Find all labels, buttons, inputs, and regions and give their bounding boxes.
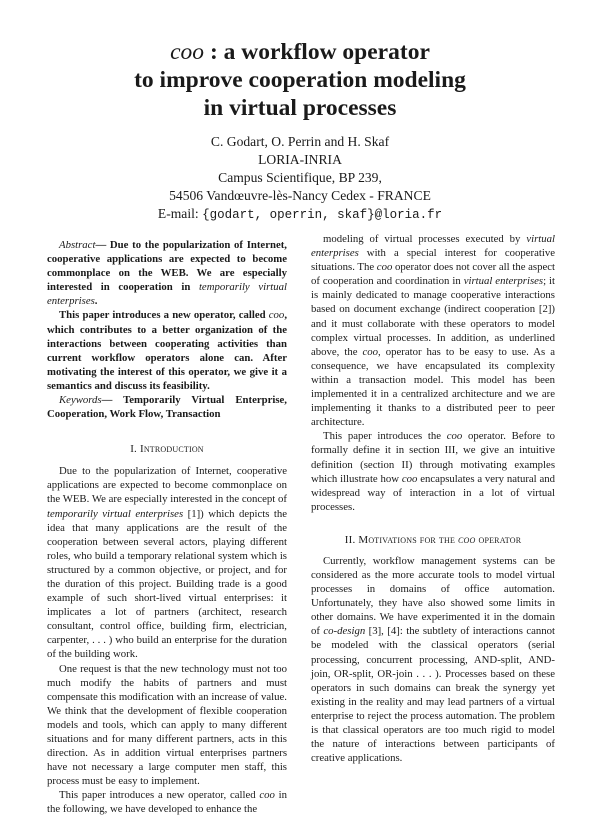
title-line-2: to improve cooperation modeling (134, 67, 466, 93)
emphasis-text: temporarily virtual enterprises (47, 507, 184, 520)
paragraph (47, 662, 287, 789)
emphasis-text: coo (362, 345, 379, 358)
text-run: — Due to the popularization of Internet, cooperative applications are expected to become commonplace on the WEB. We are especially interested in cooperation in (47, 239, 287, 294)
emphasis-text: coo (259, 789, 275, 802)
section-heading-motivations (311, 534, 555, 546)
text-run: in the following, we have developed to enhance the (47, 789, 287, 816)
text-run: Due to the popularization of Internet, cooperative applications are expected to become commonplace on the WEB. We are especially interested in the concept of (47, 465, 287, 506)
emphasis-text: coo (268, 309, 285, 322)
text-run: Currently, workflow management systems can be considered as the more accurate tools to model virtual processes in domains of office automation. Unfortunately, they have also showed some limits in other domains. We have experimented it in the domain of (311, 554, 555, 638)
paragraph (47, 308, 287, 393)
paragraph (311, 232, 555, 429)
paragraph (311, 429, 555, 514)
emphasis-text: coo (401, 472, 418, 485)
title-line-3: in virtual processes (203, 95, 397, 121)
paragraph (47, 393, 287, 421)
text-run: , which contributes to a better organization of the interactions between cooperating activities than current workflow operators alone can. After motivating the interest of this operator, we give it a semantics and discuss its feasibility. (47, 309, 287, 392)
paper-title (0, 38, 600, 122)
text-run: One request is that the new technology must not too much modify the habits of partners and must compensate this modification with an increase of value. We think that the development of flexible cooperation models and tools, which can apply to many different situations and for many different partners, acts in this direction. As in addition virtual enterprises partners have not necessary a large computer men staff, this process must be easy to implement. (47, 662, 287, 788)
author-block (0, 133, 600, 224)
section-heading-introduction: I. Introduction (130, 443, 204, 456)
email-address: {godart, operrin, skaf}@loria.fr (202, 208, 443, 222)
text-run: with a special interest for cooperative situations. The (311, 247, 555, 274)
text-run: operator. Before to formally define it in section III, we give an intuitive definition (section II) through motivating examples which illustrate how (311, 430, 555, 485)
introduction-continued (311, 232, 555, 514)
emphasis-text: coo (376, 261, 393, 274)
emphasis-text: virtual enterprises (311, 233, 555, 260)
text-run: , operator has to be easy to use. As a consequence, we have encapsulated its complexity within a transaction model. This model has been implemented it in a centralized architecture and we are implementing it thanks to a distributed peer to peer architecture. (311, 345, 555, 429)
paragraph (47, 788, 287, 816)
left-column (47, 238, 287, 817)
paragraph (47, 464, 287, 661)
text-run: modeling of virtual processes executed by (323, 233, 527, 245)
text-run: II. Motivations for the (344, 533, 459, 546)
emphasis-text: coo (446, 430, 463, 443)
emphasis-text: Abstract (59, 239, 96, 251)
title-line-1: : a workflow operator (204, 39, 430, 65)
text-run: This paper introduces a new operator, called (59, 309, 269, 322)
text-run: This paper introduces the (323, 430, 447, 443)
text-run: ; it is mainly dedicated to manage cooperative interactions based on document exchange (indirect cooperation [2]) and it must collaborate with these operators to model complex virtual processes. In addition, as underlined above, the (311, 275, 555, 358)
emphasis-text: co-design (323, 625, 366, 638)
paragraph (47, 238, 287, 308)
emphasis-text: virtual enterprises (463, 275, 544, 288)
introduction-body (47, 464, 287, 816)
emphasis-text: temporarily virtual enterprises (47, 281, 287, 308)
address-line-1: Campus Scientifique, BP 239, (218, 170, 382, 185)
email-label: E-mail: (157, 206, 203, 221)
emphasis-text: coo (458, 533, 476, 546)
address-line-2: 54506 Vandœuvre-lès-Nancy Cedex - FRANCE (169, 188, 431, 203)
text-run: This paper introduces a new operator, called (59, 789, 260, 802)
abstract (47, 238, 287, 421)
email-line (0, 205, 600, 224)
text-run: — Temporarily Virtual Enterprise, Cooperation, Work Flow, Transaction (47, 394, 287, 421)
right-column (311, 232, 555, 765)
text-run: operator does not cover all the aspect of cooperation and coordination in (311, 261, 556, 288)
text-run: [1]) which depicts the idea that many applications are the result of the cooperation between several actors, playing different roles, who build a temporary relational system which is structured by a common objective, or project, and for the duration of this project. Building trade is a good example of such short-lived virtual enterprises: it implicates a lot of partners (architect, research consultant, control office, building firm, electrician, carpenter, . . . ) who build an enterprise for the duration of the building work. (47, 507, 287, 661)
text-run: [3], [4]: the subtlety of interactions cannot be modeled with the classical operators (serial processing, concurrent processing, AND-split, AND-join, OR-split, OR-join . . . ). Processes based on these operators in such domains can break the synergy yet existing in the reality and may lead partners of a virtual enterprise to reject the process automation. The problem is that classical operators are too much rigid to model the nature of interactions between participants of creative applications. (311, 625, 555, 765)
title-operator: coo (170, 39, 205, 65)
text-run: . (94, 295, 98, 308)
text-run: operator (475, 533, 522, 546)
motivations-body (311, 554, 555, 765)
author-names: C. Godart, O. Perrin and H. Skaf (210, 134, 390, 149)
emphasis-text: Keywords (59, 394, 102, 407)
paragraph (311, 554, 555, 765)
text-run: encapsulates a very natural and widespread way of interaction in a lot of virtual processes. (311, 472, 555, 513)
affiliation: LORIA-INRIA (258, 152, 342, 167)
